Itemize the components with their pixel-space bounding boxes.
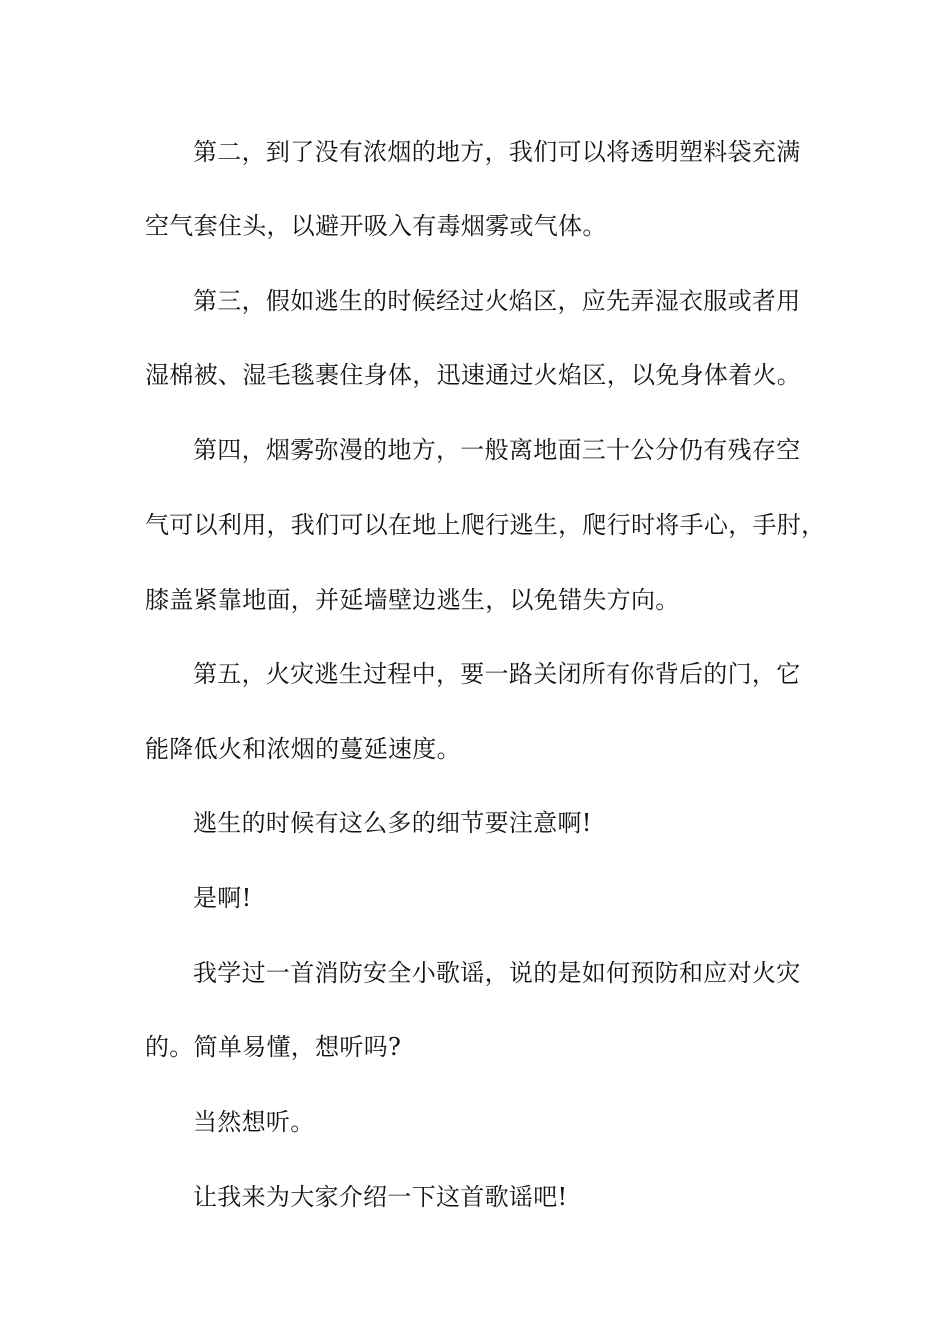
paragraph-third-line-2: 湿棉被、湿毛毯裹住身体，迅速通过火焰区，以免身体着火。	[145, 361, 802, 389]
paragraph-fifth-line-2: 能降低火和浓烟的蔓延速度。	[145, 735, 461, 763]
paragraph-fifth-line-1: 第五，火灾逃生过程中，要一路关闭所有你背后的门，它	[193, 660, 801, 688]
paragraph-fourth-line-1: 第四，烟雾弥漫的地方，一般离地面三十公分仍有残存空	[193, 436, 801, 464]
dialogue-introduce-song: 让我来为大家介绍一下这首歌谣吧!	[193, 1183, 568, 1211]
paragraph-fourth-line-2: 气可以利用，我们可以在地上爬行逃生，爬行时将手心，手肘，	[145, 511, 826, 539]
dialogue-song-line-1: 我学过一首消防安全小歌谣，说的是如何预防和应对火灾	[193, 959, 801, 987]
dialogue-line-yes: 是啊!	[193, 884, 252, 912]
dialogue-want-to-hear: 当然想听。	[193, 1108, 315, 1136]
paragraph-third-line-1: 第三，假如逃生的时候经过火焰区，应先弄湿衣服或者用	[193, 287, 801, 315]
dialogue-line-details: 逃生的时候有这么多的细节要注意啊!	[193, 809, 592, 837]
paragraph-second-line-2: 空气套住头，以避开吸入有毒烟雾或气体。	[145, 212, 607, 240]
paragraph-second-line-1: 第二，到了没有浓烟的地方，我们可以将透明塑料袋充满	[193, 138, 801, 166]
paragraph-fourth-line-3: 膝盖紧靠地面，并延墙壁边逃生，以免错失方向。	[145, 586, 680, 614]
dialogue-song-line-2: 的。简单易懂，想听吗?	[145, 1033, 402, 1061]
